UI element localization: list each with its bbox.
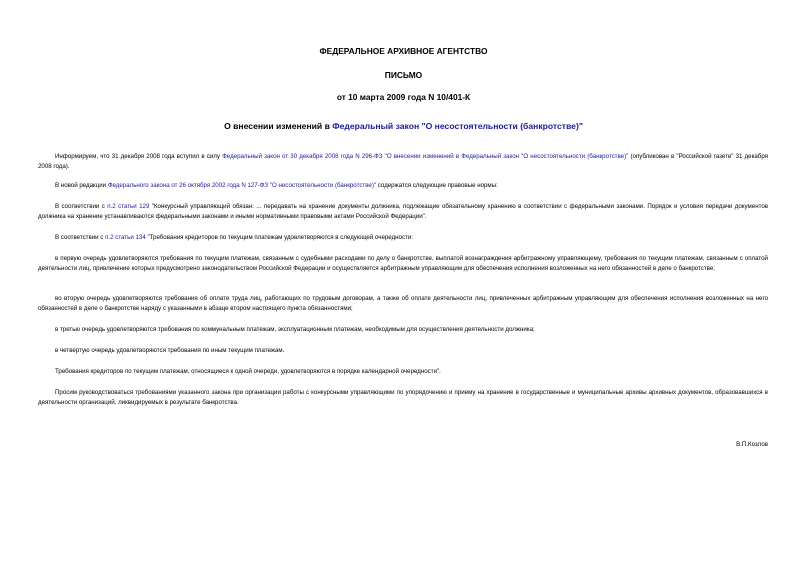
paragraph-2	[38, 181, 768, 191]
document-title	[0, 121, 807, 131]
law-127-fz-link[interactable]: Федерального закона от 26 октября 2002 года N 127-ФЗ "О несостоятельности (банкротстве)"	[107, 182, 377, 189]
agency-heading: ФЕДЕРАЛЬНОЕ АРХИВНОЕ АГЕНТСТВО	[319, 46, 488, 56]
title-prefix: О внесении изменений в	[224, 121, 333, 131]
paragraph-1-text-a: Информируем, что 31 декабря 2008 года вступил в силу	[55, 153, 223, 160]
paragraph-4-text-b: "Требования кредиторов по текущим платежам удовлетворяются в следующей очередности:	[145, 234, 413, 241]
article-134-link[interactable]: п.2 статьи 134	[105, 234, 146, 241]
paragraph-6: во вторую очередь удовлетворяются требования об оплате труда лиц, работающих по трудовым договорам, а также об оплате деятельности лиц, привлеченных арбитражным управляющим для обеспечения исполнения возложенных на него обязанностей в деле о банкротстве наряду с указанными в абзаце втором настоящего пункта обязанностями;	[38, 295, 768, 312]
paragraph-5: в первую очередь удовлетворяются требования по текущим платежам, связанным с судебными расходами по делу о банкротстве, выплатой вознаграждения арбитражному управляющему, требования по текущим платежам, связанным с оплатой деятельности лиц, привлечение которых предусмотрено законодательством Российской Федерации и осуществляется арбитражным управляющим для обеспечения исполнения возложенных на него обязанностей в деле о банкротстве;	[38, 255, 768, 272]
paragraph-10: Просим руководствоваться требованиями указанного закона при организации работы с конкурсными управляющими по упорядочению и приему на хранение в государственные и муниципальные архивы архивных документов, образовавшихся в деятельности организаций, ликвидируемых в результате банкротства.	[38, 389, 768, 406]
paragraph-9: Требования кредиторов по текущим платежам, относящиеся к одной очереди, удовлетворяются в порядке календарной очередности".	[55, 368, 441, 375]
law-296-fz-link[interactable]: Федеральный закон от 30 декабря 2008 года N 296-ФЗ "О внесении изменений в Федеральный закон "О несостоятельности (банкротстве)"	[222, 153, 629, 160]
title-law-link[interactable]: Федеральный закон "О несостоятельности (банкротстве)"	[332, 121, 583, 131]
document-type-heading: ПИСЬМО	[384, 70, 423, 80]
paragraph-8: в четвертую очередь удовлетворяются требования по иным текущим платежам.	[55, 347, 285, 354]
paragraph-3-text-b: "Конкурсный управляющий обязан: ... передавать на хранение документы должника, подлежащие обязательному хранению в соответствии с федеральными законами. Порядок и условия передачи документов должника на хранение устанавливаются федеральными законами и иными нормативными правовыми актами Российской Федерации".	[38, 203, 769, 220]
paragraph-1-text-b: (опубликован в "Российской газете" 31 декабря 2008 года).	[38, 153, 768, 170]
paragraph-3-text-a: В соответствии с	[55, 203, 108, 210]
article-129-link[interactable]: п.2 статьи 129	[107, 203, 150, 210]
paragraph-4	[38, 233, 768, 243]
paragraph-4-text-a: В соответствии с	[55, 234, 106, 241]
paragraph-7: в третью очередь удовлетворяются требования по коммунальным платежам, эксплуатационным платежам, необходимым для осуществления деятельности должника;	[55, 326, 535, 333]
date-number-heading: от 10 марта 2009 года N 10/401-К	[336, 92, 471, 102]
paragraph-2-text-b: содержатся следующие правовые нормы:	[376, 182, 498, 189]
paragraph-3	[38, 202, 768, 221]
signature: В.П.Козлов	[736, 441, 768, 448]
paragraph-1	[38, 152, 768, 171]
paragraph-2-text-a: В новой редакции	[55, 182, 108, 189]
